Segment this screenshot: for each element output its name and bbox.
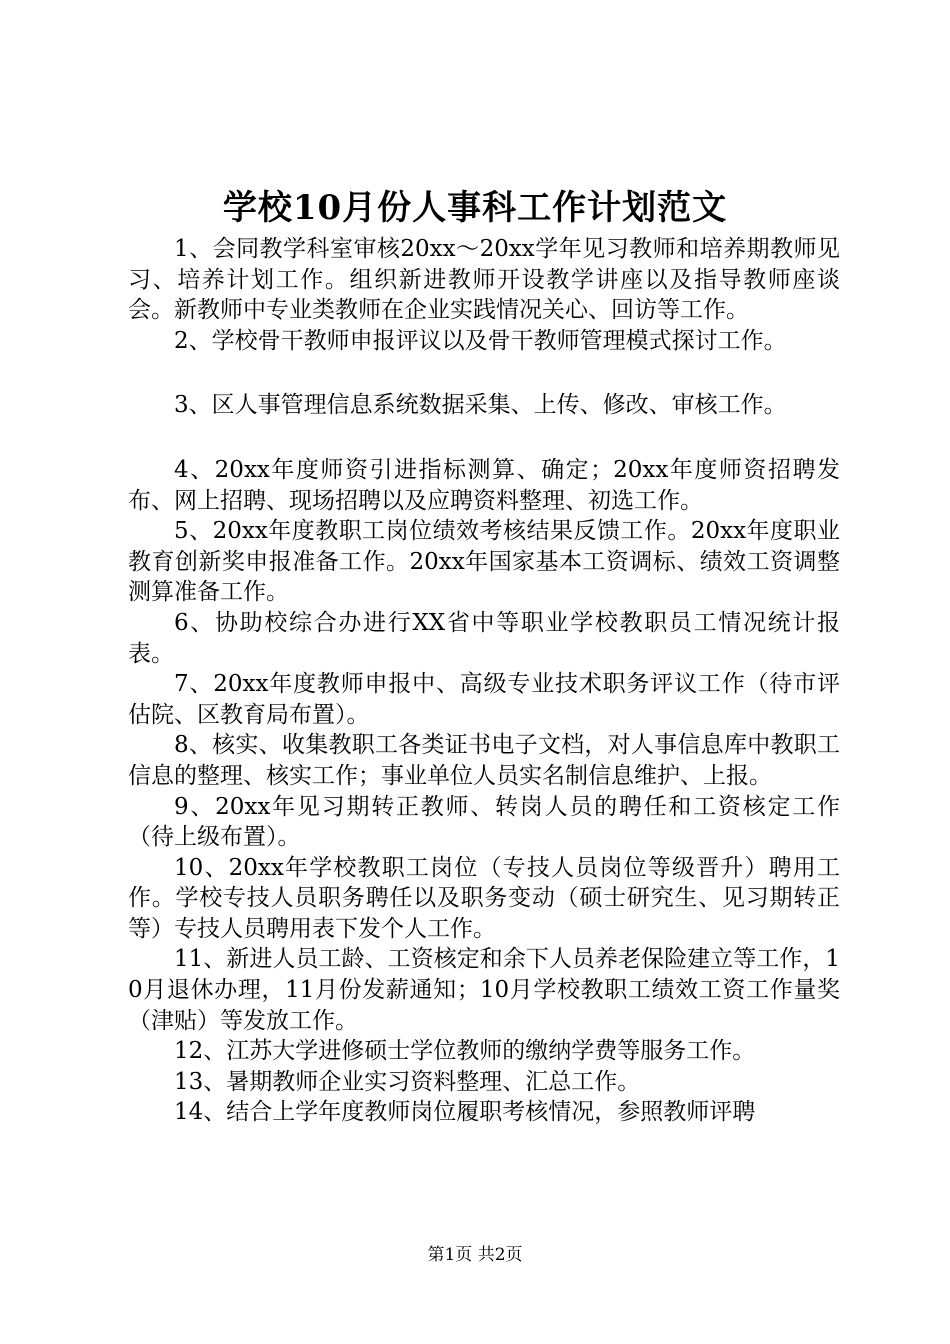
paragraph-12: 12、江苏大学进修硕士学位教师的缴纳学费等服务工作。	[174, 1038, 756, 1065]
paragraph-7: 7、20xx年度教师申报中、高级专业技术职务评议工作（待市评估院、区教育局布置）。	[128, 671, 840, 728]
paragraph-4: 4、20xx年度师资引进指标测算、确定；20xx年度师资招聘发布、网上招聘、现场招聘以及应聘资料整理、初选工作。	[128, 456, 840, 514]
paragraph-gap	[128, 356, 840, 390]
page-footer: 第1页 共2页	[427, 1245, 523, 1265]
paragraph-8: 8、核实、收集教职工各类证书电子文档，对人事信息库中教职工信息的整理、核实工作；事业单位人员实名制信息维护、上报。	[128, 732, 840, 789]
paragraph-14: 14、结合上学年度教师岗位履职考核情况，参照教师评聘	[174, 1099, 756, 1126]
paragraph-2: 2、学校骨干教师申报评议以及骨干教师管理模式探讨工作。	[174, 327, 787, 354]
paragraph-gap	[128, 421, 840, 455]
paragraph-3: 3、区人事管理信息系统数据采集、上传、修改、审核工作。	[174, 392, 787, 419]
document-body	[128, 234, 840, 1128]
paragraph-5: 5、20xx年度教职工岗位绩效考核结果反馈工作。20xx年度职业教育创新奖申报准备工作。20xx年国家基本工资调标、绩效工资调整测算准备工作。	[128, 518, 840, 606]
paragraph-1: 1、会同教学科室审核20xx～20xx学年见习教师和培养期教师见习、培养计划工作。组织新进教师开设教学讲座以及指导教师座谈会。新教师中专业类教师在企业实践情况关心、回访等工作。	[128, 236, 840, 324]
paragraph-13: 13、暑期教师企业实习资料整理、汇总工作。	[174, 1068, 641, 1095]
paragraph-11: 11、新进人员工龄、工资核定和余下人员养老保险建立等工作，10月退休办理，11月份发薪通知；10月学校教职工绩效工资工作量奖（津贴）等发放工作。	[128, 946, 840, 1034]
document-title: 学校10月份人事科工作计划范文	[222, 188, 728, 228]
paragraph-9: 9、20xx年见习期转正教师、转岗人员的聘任和工资核定工作（待上级布置）。	[128, 793, 840, 851]
paragraph-10: 10、20xx年学校教职工岗位（专技人员岗位等级晋升）聘用工作。学校专技人员职务聘任以及职务变动（硕士研究生、见习期转正等）专技人员聘用表下发个人工作。	[128, 854, 840, 942]
paragraph-6: 6、协助校综合办进行XX省中等职业学校教职员工情况统计报表。	[128, 609, 840, 667]
